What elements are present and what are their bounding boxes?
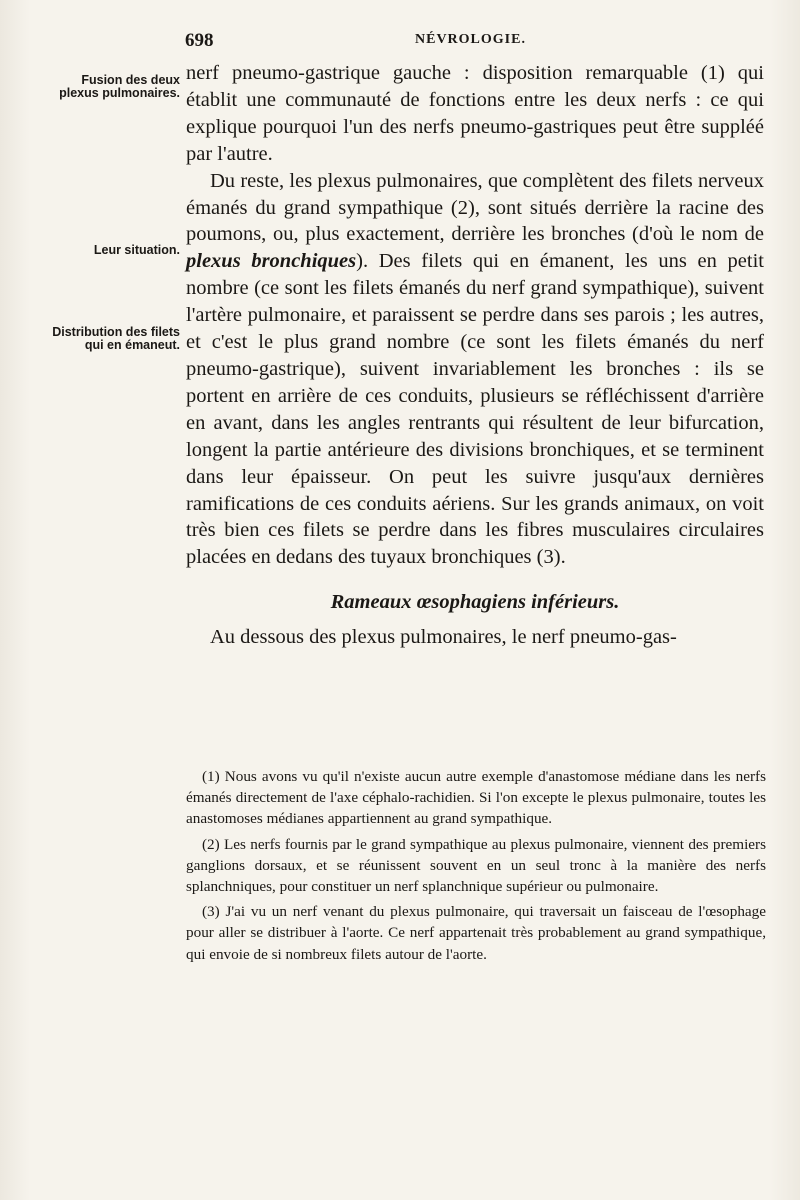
margin-note-distribution: Distribution des filets qui en émaneut. (52, 325, 180, 352)
footnote: (2) Les nerfs fournis par le grand sympathique au plexus pulmonaire, viennent des premiers ganglions dorsaux, et se réunissent souvent en un seul tronc à la manière des nerfs splanchniques, pour constituer un nerf splanchnique supérieur ou pulmonaire. (186, 835, 766, 896)
margin-note-situation: Leur situation. (93, 243, 180, 257)
paragraph: nerf pneumo-gastrique gauche : disposition remarquable (1) qui établit une communauté de fonctions entre les deux nerfs : ce qui explique pourquoi l'un des nerfs pneumo-gastriques peut être suppléé par l'autre. (186, 62, 764, 165)
paragraph-text: Du reste, les plexus pulmonaires, que complètent des filets nerveux émanés du grand sympathique (2), sont situés derrière la racine des poumons, ou, plus exactement, derrière les bronches (d'où le nom de (186, 169, 764, 246)
footnote: (1) Nous avons vu qu'il n'existe aucun autre exemple d'anastomose médiane dans les nerfs émanés directement de l'axe céphalo-rachidien. Si l'on excepte le plexus pulmonaire, toutes les anastomoses médianes appartiennent au grand sympathique. (186, 768, 766, 828)
page-header (185, 30, 765, 56)
paragraph-text: ). Des filets qui en émanent, les uns en petit nombre (ce sont les filets émanés du nerf grand sympathique), suivent l'artère pulmonaire, et paraissent se perdre dans ses parois ; les autres, et c'est le plus grand nombre (ce sont les filets émanés du nerf pneumo-gastrique), suivent invariablement les bronches : ils se portent en arrière de ces conduits, plusieurs se réfléchissent d'arrière en avant, dans les angles rentrants qui résultent de leur bifurcation, longent la partie antérieure des divisions bronchiques, et se terminent dans leur épaisseur. On peut les suivre jusqu'aux dernières ramifications de ces conduits aériens. Sur les grands animaux, on voit très bien ces filets se perdre dans les fibres musculaires circulaires placées en dedans des tuyaux bronchiques (3). (186, 250, 764, 569)
footnote: (3) J'ai vu un nerf venant du plexus pulmonaire, qui traversait un faisceau de l'œsophage pour aller se distribuer à l'aorte. Ce nerf appartenait très probablement au grand sympathique, qui envoie de si nombreux filets autour de l'aorte. (186, 903, 766, 963)
running-title: NÉVROLOGIE. (415, 32, 526, 47)
main-text (186, 60, 764, 651)
paragraph: Au dessous des plexus pulmonaires, le nerf pneumo-gas- (210, 626, 677, 649)
page-number: 698 (185, 30, 214, 51)
section-heading: Rameaux œsophagiens inférieurs. (330, 591, 620, 614)
footnotes (186, 766, 766, 969)
emphasized-term: plexus bronchiques (186, 250, 357, 273)
paragraph (186, 168, 764, 572)
margin-note-fusion: Fusion des deux plexus pulmonaires. (59, 73, 180, 100)
